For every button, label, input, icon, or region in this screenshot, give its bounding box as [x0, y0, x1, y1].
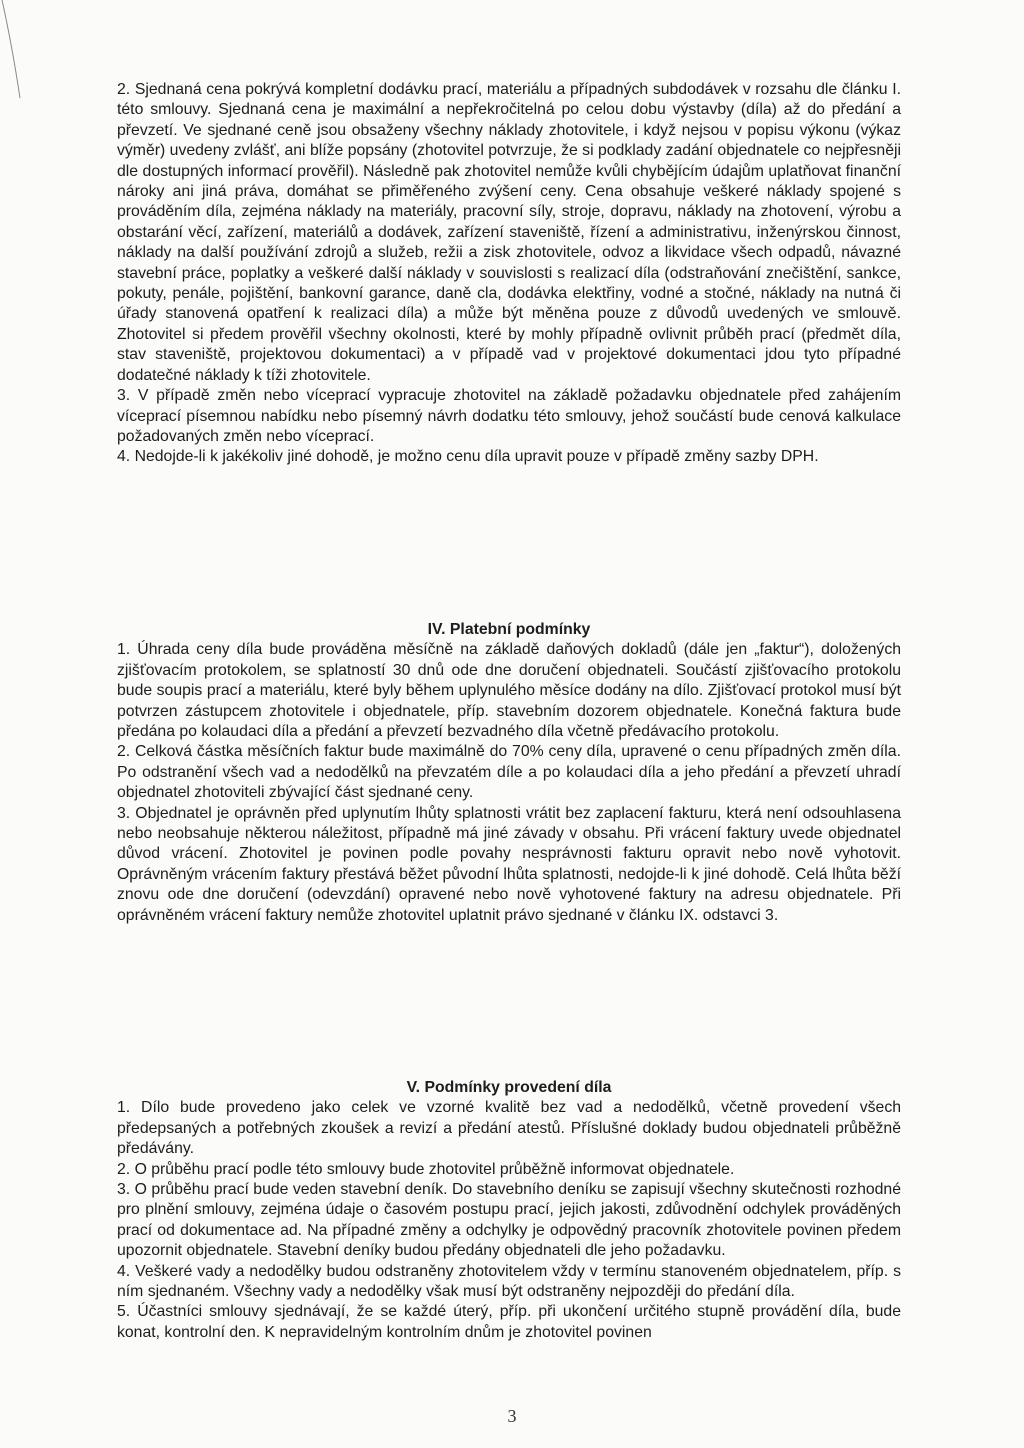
section-paragraph: 5. Účastníci smlouvy sjednávají, že se každé úterý, příp. při ukončení určitého stupně provádění díla, bude konat, kontrolní den. K nepravidelným kontrolním dnům je zhotovitel povinen: [117, 1303, 901, 1341]
price-clauses: [117, 80, 901, 468]
section-heading: IV. Platební podmínky: [427, 621, 591, 638]
section-heading: V. Podmínky provedení díla: [406, 1079, 612, 1096]
section-paragraph: 1. Dílo bude provedeno jako celek ve vzorné kvalitě bez vad a nedodělků, včetně provedení všech předepsaných a potřebných zkoušek a revizí a předání atestů. Příslušné doklady budou objednateli průběžně předávány.: [117, 1099, 901, 1158]
section-paragraph: 1. Úhrada ceny díla bude prováděna měsíčně na základě daňových dokladů (dále jen „faktur“), doložených zjišťovacím protokolem, se splatností 30 dnů ode dne doručení objednateli. Součástí zjišťovacího protokolu bude soupis prací a materiálu, které byly během uplynulého měsíce dodány na dílo. Zjišťovací protokol musí být potvrzen zástupcem zhotovitele i objednatele, příp. stavebním dozorem objednatele. Konečná faktura bude předána po kolaudaci díla a předání a převzetí bezvadného díla včetně předávacího protokolu.: [117, 641, 901, 741]
section-paragraph: 3. Objednatel je oprávněn před uplynutím lhůty splatnosti vrátit bez zaplacení fakturu, která není odsouhlasena nebo neobsahuje některou náležitost, případně má jiné závady v obsahu. Při vrácení faktury uvede objednatel důvod vrácení. Zhotovitel je povinen podle povahy nesprávnosti fakturu opravit nebo nově vyhotovit. Oprávněným vrácením faktury přestává běžet původní lhůta splatnosti, nedojde-li k jiné dohodě. Celá lhůta běží znovu ode dne doručení (odevzdání) opravené nebo nově vyhotovené faktury na adresu objednatele. Při oprávněném vrácení faktury nemůže zhotovitel uplatnit právo sjednané v článku IX. odstavci 3.: [117, 804, 901, 924]
section-paragraph: 4. Veškeré vady a nedodělky budou odstraněny zhotovitelem vždy v termínu stanoveném objednatelem, příp. s ním sjednaném. Všechny vady a nedodělky však musí být odstraněny nejpozději do předání díla.: [117, 1262, 901, 1301]
scan-edge-mark: [0, 0, 26, 100]
section-payment-terms: [117, 620, 901, 926]
clause-3-paragraph: 3. V případě změn nebo víceprací vypracuje zhotovitel na základě požadavku objednatele před zahájením víceprací písemnou nabídku nebo písemný návrh dodatku této smlouvy, jehož součástí bude cenová kalkulace požadovaných změn nebo víceprací.: [117, 387, 901, 445]
section-paragraph: 2. Celková částka měsíčních faktur bude maximálně do 70% ceny díla, upravené o cenu případných změn díla. Po odstranění všech vad a nedodělků na převzatém díle a po kolaudaci díla a jeho předání a převzetí uhradí objednatel zhotoviteli zbývající část sjednané ceny.: [117, 743, 901, 802]
clause-4-paragraph: 4. Nedojde-li k jakékoliv jiné dohodě, je možno cenu díla upravit pouze v případě změny sazby DPH.: [117, 448, 819, 466]
page-number: 3: [507, 1406, 517, 1426]
section-work-conditions: [117, 1078, 901, 1343]
section-paragraph: 3. O průběhu prací bude veden stavební deník. Do stavebního deníku se zapisují všechny skutečnosti rozhodné pro plnění smlouvy, zejména údaje o časovém postupu prací, jejich jakosti, zdůvodnění odchylek prováděných prací od dokumentace ad. Na případné změny a odchylky je odpovědný pracovník zhotovitele povinen předem upozornit objednatele. Stavební deníky budou předány objednateli dle jeho požadavku.: [117, 1181, 901, 1260]
section-paragraph: 2. O průběhu prací podle této smlouvy bude zhotovitel průběžně informovat objednatele.: [117, 1160, 735, 1178]
clause-2-paragraph: 2. Sjednaná cena pokrývá kompletní dodávku prací, materiálu a případných subdodávek v rozsahu dle článku I. této smlouvy. Sjednaná cena je maximální a nepřekročitelná po celou dobu výstavby (díla) až do předání a převzetí. Ve sjednané ceně jsou obsaženy všechny náklady zhotovitele, i když nejsou v popisu výkonu (výkaz výměr) uvedeny zvlášť, ani blíže popsány (zhotovitel potvrzuje, že si podklady zadání objednatele co nejpřesněji dle dostupných informací prověřil). Následně pak zhotovitel nemůže kvůli chybějícím údajům uplatňovat finanční nároky ani jiná práva, domáhat se přiměřeného zvýšení ceny. Cena obsahuje veškeré náklady spojené s prováděním díla, zejména náklady na materiály, pracovní síly, stroje, dopravu, náklady na zhotovení, výrobu a obstarání věcí, zařízení, materiálů a dodávek, zařízení staveniště, řízení a administrativu, inženýrskou činnost, náklady na další používání zdrojů a služeb, režii a zisk zhotovitele, odvoz a likvidace všech odpadů, návazné stavební práce, poplatky a veškeré další náklady v souvislosti s realizací díla (odstraňování znečištění, sankce, pokuty, penále, pojištění, bankovní garance, daně cla, dodávka elektřiny, vodné a stočné, náklady na nutná či úřady stanovená opatření k realizaci díla) a může být měněna pouze z důvodů uvedených ve smlouvě. Zhotovitel si předem prověřil všechny okolnosti, které by mohly případně ovlivnit průběh prací (předmět díla, stav staveniště, projektovou dokumentaci) a v případě vad v projektové dokumentaci jdou tyto případné dodatečné náklady k tíži zhotovitele.: [117, 81, 901, 384]
